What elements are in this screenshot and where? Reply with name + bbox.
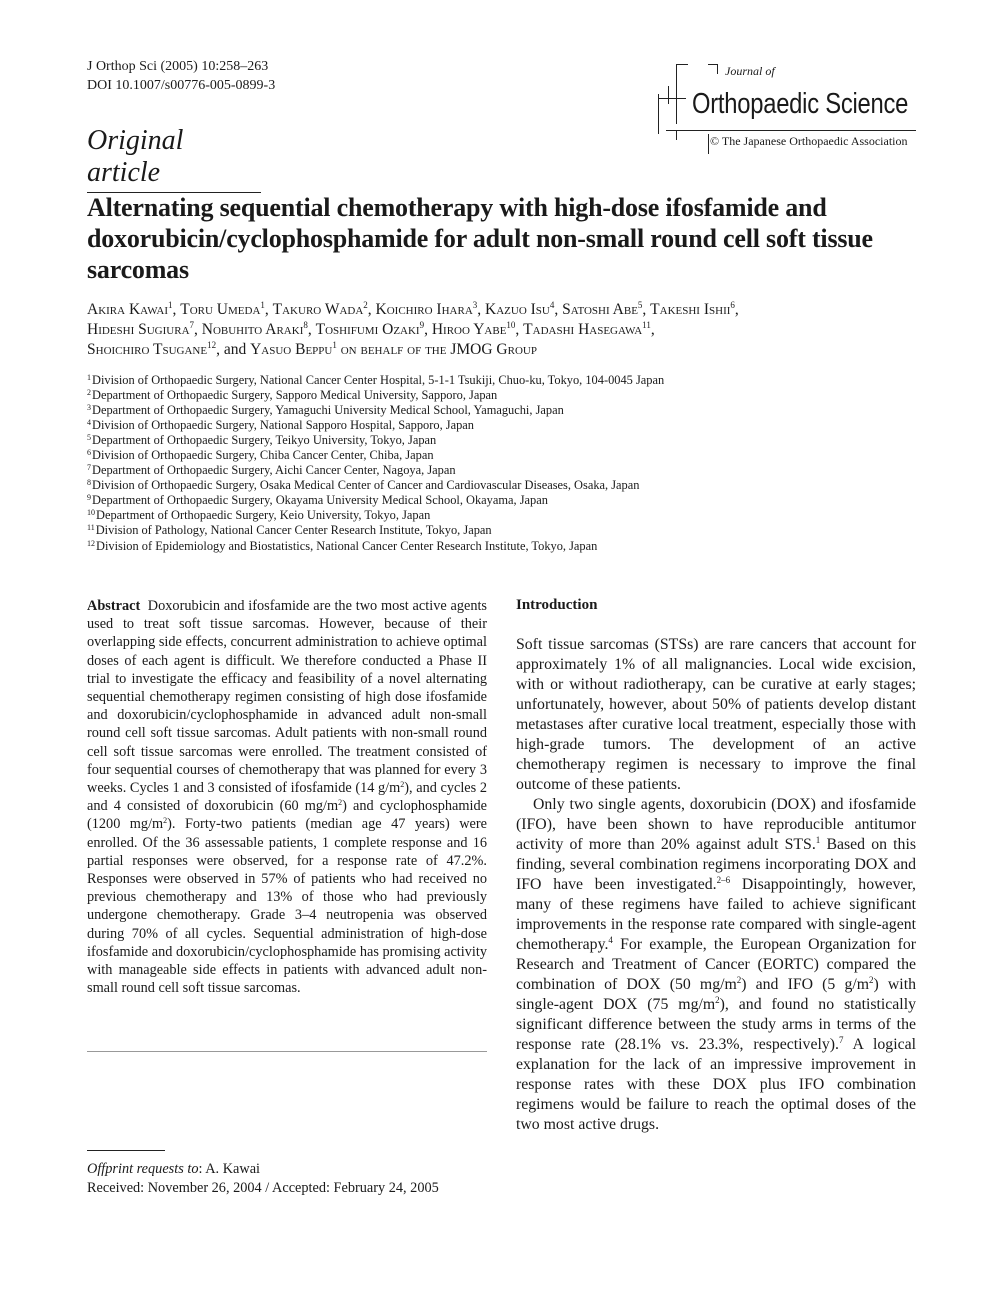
affiliation-number: 5 xyxy=(87,433,91,443)
author-name: Hideshi Sugiura xyxy=(87,321,190,338)
author-name: Kazuo Isu xyxy=(485,301,550,318)
abstract-divider xyxy=(87,1051,487,1052)
author-affiliation-mark: 3 xyxy=(472,300,478,310)
affiliation-item xyxy=(87,508,917,523)
author-affiliation-mark: 8 xyxy=(303,320,308,330)
paragraph xyxy=(516,635,916,795)
affiliation-text: Department of Orthopaedic Surgery, Sapporo Medical University, Sapporo, Japan xyxy=(92,388,498,403)
superscript: 2–6 xyxy=(716,875,731,885)
text-run: Based on this finding, several combination regimens incorporating DOX and IFO have been investigated. xyxy=(516,836,916,893)
affiliation-item xyxy=(87,539,917,554)
affiliation-item xyxy=(87,523,917,538)
text-run: ), and cycles 2 and 4 consisted of doxorubicin (60 mg/m xyxy=(87,780,487,815)
author-name: Takeshi Ishii xyxy=(650,301,731,318)
author-affiliation-mark: 6 xyxy=(730,300,735,310)
author-name: Yasuo Beppu xyxy=(250,341,333,358)
received-accepted: Received: November 26, 2004 / Accepted: February 24, 2005 xyxy=(87,1179,439,1196)
affiliation-text: Division of Pathology, National Cancer Center Research Institute, Tokyo, Japan xyxy=(95,523,492,538)
author-affiliation-mark: 1 xyxy=(167,300,173,310)
author-conjunction: and xyxy=(219,341,251,358)
author-affiliation-mark: 2 xyxy=(363,300,368,310)
affiliation-number: 12 xyxy=(87,538,95,548)
affiliation-number: 3 xyxy=(87,403,91,413)
text-run: For example, the European Organization for Research and Treatment of Cancer (EORTC) compared the combination of DOX (50 mg/m xyxy=(516,936,916,993)
affiliation-item xyxy=(87,478,917,493)
citation-block xyxy=(87,57,275,95)
text-run: ) and IFO (5 g/m xyxy=(741,976,870,993)
author-name: Nobuhito Araki xyxy=(201,321,304,338)
superscript: 2 xyxy=(715,995,720,1005)
author-list: Akira Kawai$^1$, Toru Umeda$^1$, Takuro Wada$^2$, Koichiro Ihara$^3$, Kazuo Isu$^4$, Satoshi Abe$^5$, Takeshi Ishii$^6$, Hideshi Sugiura$^7$, Nobuhito Araki$^8$, Toshifumi Ozaki$^9$, Hiroo Yabe$^{10}$, Tadashi Hasegawa$^{11}$, Shoichiro Tsugane$^{12}$, and Yasuo Beppu$^1$ on behalf of the JMOG Group xyxy=(87,300,739,358)
affiliation-number: 9 xyxy=(87,493,91,503)
introduction-body xyxy=(516,635,916,1135)
abstract-body xyxy=(87,598,487,996)
abstract xyxy=(87,597,487,997)
affiliation-item xyxy=(87,433,917,448)
affiliation-text: Division of Epidemiology and Biostatistics, National Cancer Center Research Institute, Tokyo, Japan xyxy=(96,538,598,553)
text-run: Soft tissue sarcomas (STSs) are rare cancers that account for approximately 1% of all malignancies. Local wide excision, with or without radiotherapy, can be curative at early stages; unfortunately, however, about 50% of patients develop distant metastases after curative local treatment, especially those with high-grade tumors. The development of an active chemotherapy regimen is necessary to improve the final outcome of these patients. xyxy=(516,636,916,793)
affiliation-text: Department of Orthopaedic Surgery, Keio University, Tokyo, Japan xyxy=(96,508,431,523)
superscript: 2 xyxy=(338,798,343,808)
affiliation-number: 4 xyxy=(87,418,91,428)
author-affiliation-mark: 1 xyxy=(260,300,265,310)
text-run: A logical explanation for the lack of an impressive improvement in response rates with these DOX plus IFO combination regimens would be failure to reach the optimal doses of the two most active drugs. xyxy=(516,1036,916,1133)
affiliation-number: 11 xyxy=(87,523,95,533)
author-name: Koichiro Ihara xyxy=(375,301,473,318)
author-affiliation-mark: 12 xyxy=(207,340,217,350)
text-run: ) with single-agent DOX (75 mg/m xyxy=(516,976,916,1013)
author-affiliation-mark: 7 xyxy=(189,320,195,330)
author-affiliation-mark: 9 xyxy=(419,320,425,330)
section-heading-introduction: Introduction xyxy=(516,597,598,613)
affiliation-item xyxy=(87,463,917,478)
author-name: Satoshi Abe xyxy=(562,301,638,318)
superscript: 1 xyxy=(815,835,821,845)
author-name: Hiroo Yabe xyxy=(431,321,507,338)
affiliation-item xyxy=(87,418,917,433)
text-run: ) and cyclophosphamide (1200 mg/m xyxy=(87,798,487,833)
author-name: Toshifumi Ozaki xyxy=(315,321,420,338)
article-type: Original article xyxy=(87,125,261,193)
superscript: 2 xyxy=(869,975,874,985)
affiliation-number: 8 xyxy=(87,478,91,488)
text-run: ), and found no statistically significant difference between the study arms in terms of the response rate (28.1% vs. 23.3%, respectively). xyxy=(516,996,916,1053)
author-name: Takuro Wada xyxy=(272,301,364,318)
affiliation-item xyxy=(87,448,917,463)
author-affiliation-mark: 4 xyxy=(549,300,555,310)
affiliation-text: Department of Orthopaedic Surgery, Yamaguchi University Medical School, Yamaguchi, Japan xyxy=(92,403,564,418)
journal-name: Orthopaedic Science xyxy=(692,88,909,120)
text-run: Disappointingly, however, many of these regimens have failed to achieve significant improvements in the response rate compared with single-agent chemotherapy. xyxy=(516,876,916,953)
author-name: Tadashi Hasegawa xyxy=(523,321,643,338)
superscript: 2 xyxy=(736,975,742,985)
affiliation-text: Division of Orthopaedic Surgery, Osaka Medical Center of Cancer and Cardiovascular Diseases, Osaka, Japan xyxy=(92,478,640,493)
author-name: Toru Umeda xyxy=(180,301,261,318)
footnote-divider xyxy=(87,1150,165,1151)
affiliation-item xyxy=(87,403,917,418)
journal-logo xyxy=(650,58,930,158)
text-run: Doxorubicin and ifosfamide are the two most active agents used to treat soft tissue sarcomas. However, because of their overlapping side effects, concurrent administration to achieve optimal doses of each agent is difficult. We therefore conducted a Phase II trial to investigate the efficacy and feasibility of a novel alternating sequential chemotherapy regimen consisting of high dose ifosfamide and doxorubicin/cyclophosphamide in advanced adult non-small round cell soft tissue sarcomas. Adult patients with non-small round cell soft tissue sarcomas were enrolled. The treatment consisted of four sequential courses of chemotherapy that was planned for every 3 weeks. Cycles 1 and 3 consisted of ifosfamide (14 g/m xyxy=(87,598,487,797)
affiliation-number: 1 xyxy=(87,373,91,382)
affiliation-item xyxy=(87,388,917,403)
affiliation-text: Division of Orthopaedic Surgery, National Sapporo Hospital, Sapporo, Japan xyxy=(92,418,474,433)
author-group: on behalf of the JMOG Group xyxy=(336,341,537,358)
journal-prefix: Journal of xyxy=(725,64,775,78)
affiliation-number: 2 xyxy=(87,388,91,398)
author-name: Akira Kawai xyxy=(87,301,168,318)
author-affiliation-mark: 1 xyxy=(332,340,337,350)
abstract-heading: Abstract xyxy=(87,598,141,614)
affiliation-text: Department of Orthopaedic Surgery, Teikyo University, Tokyo, Japan xyxy=(92,433,437,448)
offprint-label: Offprint requests to xyxy=(87,1161,199,1177)
affiliation-item xyxy=(87,493,917,508)
affiliation-number: 10 xyxy=(87,508,95,518)
author-affiliation-mark: 5 xyxy=(637,300,643,310)
affiliation-text: Division of Orthopaedic Surgery, Chiba Cancer Center, Chiba, Japan xyxy=(92,448,434,463)
affiliation-text: Division of Orthopaedic Surgery, National Cancer Center Hospital, 5-1-1 Tsukiji, Chuo-ku, Tokyo, 104-0045 Japan xyxy=(92,373,665,387)
article-title: Alternating sequential chemotherapy with high-dose ifosfamide and doxorubicin/cyclophosphamide for adult non-small round cell soft tissue sarcomas xyxy=(87,193,873,284)
superscript: 4 xyxy=(608,935,613,945)
affiliation-text: Department of Orthopaedic Surgery, Okayama University Medical School, Okayama, Japan xyxy=(92,493,548,508)
paragraph xyxy=(516,795,916,1135)
journal-association: © The Japanese Orthopaedic Association xyxy=(710,134,908,148)
author-affiliation-mark: 10 xyxy=(506,320,516,330)
superscript: 7 xyxy=(838,1035,844,1045)
affiliation-list xyxy=(87,373,917,554)
footnote xyxy=(87,1160,497,1197)
author-affiliation-mark: 11 xyxy=(642,320,651,330)
author-name: Shoichiro Tsugane xyxy=(87,341,208,358)
citation-doi: DOI 10.1007/s00776-005-0899-3 xyxy=(87,78,276,93)
superscript: 2 xyxy=(163,816,168,826)
affiliation-item xyxy=(87,373,917,388)
text-run: ). Forty-two patients (median age 47 years) were enrolled. Of the 36 assessable patients, 1 complete response and 16 partial responses were observed, for a response rate of 47.2%. Responses were observed in 57% of patients who had received no previous chemotherapy and 13% of those who had previously undergone chemotherapy. Grade 3–4 neutropenia was observed during 70% of all cycles. Sequential administration of high-dose ifosfamide and doxorubicin/cyclophosphamide has promising activity with manageable side effects in patients with advanced adult non-small round cell soft tissue sarcomas. xyxy=(87,816,487,997)
affiliation-number: 6 xyxy=(87,448,91,458)
offprint-name: : A. Kawai xyxy=(198,1161,261,1177)
affiliation-number: 7 xyxy=(87,463,91,473)
citation-journal: J Orthop Sci (2005) 10:258–263 xyxy=(87,59,269,74)
text-run: Only two single agents, doxorubicin (DOX) and ifosfamide (IFO), have been shown to have reproducible antitumor activity of more than 20% against adult STS. xyxy=(516,796,916,853)
affiliation-text: Department of Orthopaedic Surgery, Aichi Cancer Center, Nagoya, Japan xyxy=(92,463,456,478)
superscript: 2 xyxy=(400,780,405,790)
